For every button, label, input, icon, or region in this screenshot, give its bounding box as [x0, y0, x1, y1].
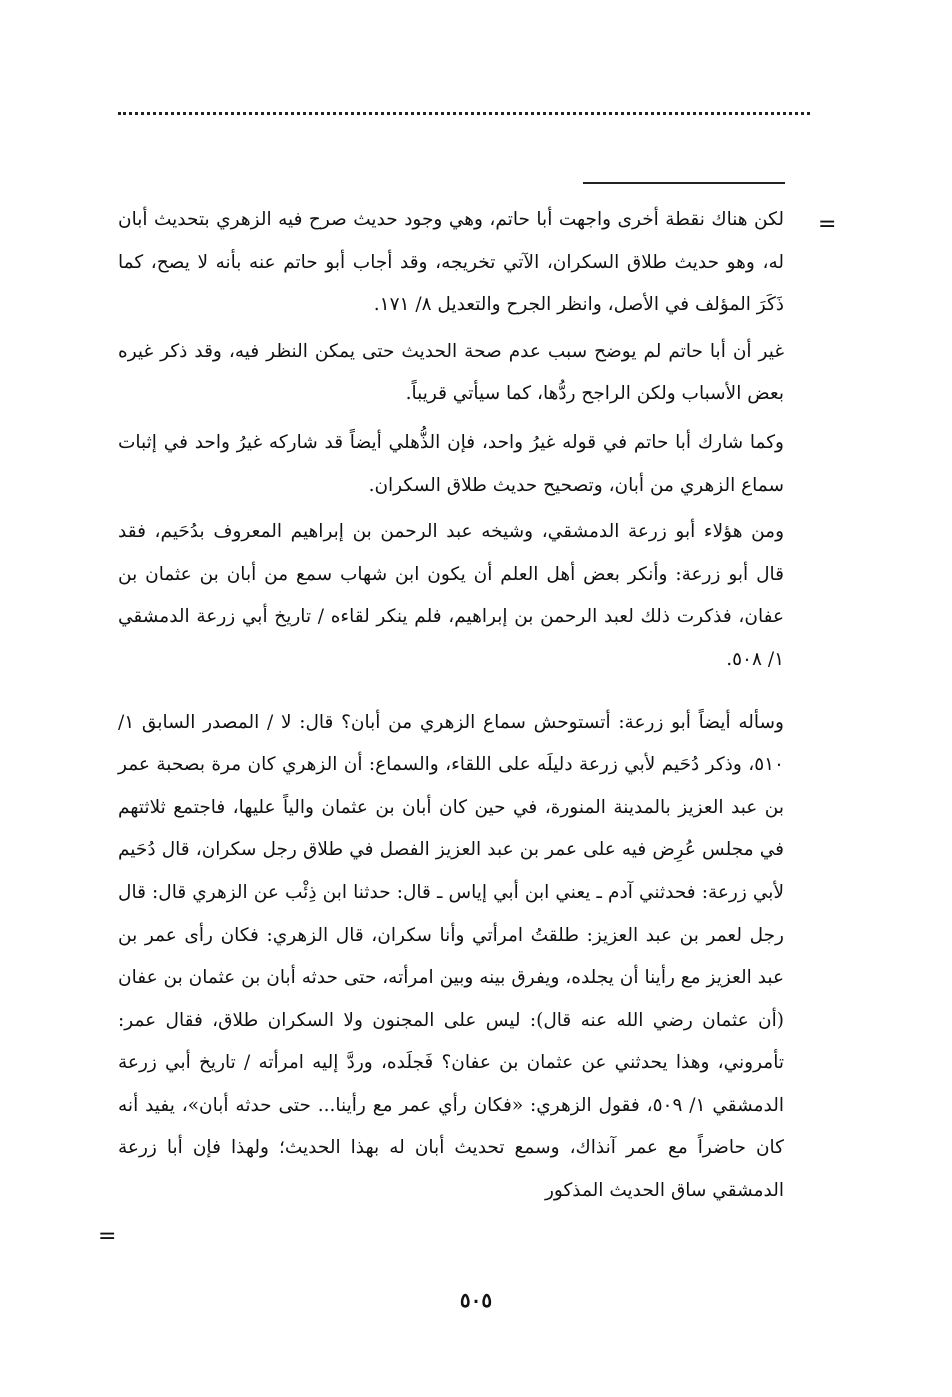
footnote-text — [118, 199, 784, 1213]
continuation-mark-start: = — [818, 212, 837, 237]
continuation-mark-end: = — [98, 1224, 117, 1249]
footnote-paragraph: ومن هؤلاء أبو زرعة الدمشقي، وشيخه عبد الرحمن بن إبراهيم المعروف بدُحَيم، فقد قال أبو زرعة: وأنكر بعض أهل العلم أن يكون ابن شهاب سمع من أبان بن عثمان بن عفان، فذكرت ذلك لعبد الرحمن بن إبراهيم، فلم ينكر لقاءه / تاريخ أبي زرعة الدمشقي ١/ ٥٠٨. — [118, 521, 784, 670]
page-number: ٥٠٥ — [459, 1288, 493, 1312]
footnote-rule — [583, 182, 785, 184]
footnote-paragraph: وكما شارك أبا حاتم في قوله غيرُ واحد، فإن الذُّهلي أيضاً قد شاركه غيرُ واحد في إثبات سماع الزهري من أبان، وتصحيح حديث طلاق السكران. — [118, 431, 784, 496]
footnote-paragraph: لكن هناك نقطة أخرى واجهت أبا حاتم، وهي وجود حديث صرح فيه الزهري بتحديث أبان له، وهو حديث طلاق السكران، الآتي تخريجه، وقد أجاب أبو حاتم عنه بأنه لا يصح، كما ذَكَرَ المؤلف في الأصل، وانظر الجرح والتعديل ٨/ ١٧١. — [118, 209, 784, 316]
footnote-paragraph: غير أن أبا حاتم لم يوضح سبب عدم صحة الحديث حتى يمكن النظر فيه، وقد ذكر غيره بعض الأسباب ولكن الراجح ردُّها، كما سيأتي قريباً. — [118, 340, 784, 405]
footnote-paragraph: وسأله أيضاً أبو زرعة: أتستوحش سماع الزهري من أبان؟ قال: لا / المصدر السابق ١/ ٥١٠، وذكر دُحَيم لأبي زرعة دليلَه على اللقاء، والسماع: أن الزهري كان مرة بصحبة عمر بن عبد العزيز بالمدينة المنورة، في حين كان أبان بن عثمان والياً عليها، فاجتمع ثلاثتهم في مجلس عُرِض فيه على عمر بن عبد العزيز الفصل في طلاق رجل سكران، قال دُحَيم لأبي زرعة: فحدثني آدم ـ يعني ابن أبي إياس ـ قال: حدثنا ابن ذِئْب عن الزهري قال: قال رجل لعمر بن عبد العزيز: طلقتُ امرأتي وأنا سكران، قال الزهري: فكان رأى عمر بن عبد العزيز مع رأينا أن يجلده، ويفرق بينه وبين امرأته، حتى حدثه أبان بن عثمان بن عفان (أن عثمان رضي الله عنه قال): ليس على المجنون ولا السكران طلاق، فقال عمر: تأمروني، وهذا يحدثني عن عثمان بن عفان؟ فَجلَده، وردَّ إليه امرأته / تاريخ أبي زرعة الدمشقي ١/ ٥٠٩، فقول الزهري: «فكان رأي عمر مع رأينا... حتى حدثه أبان»، يفيد أنه كان حاضراً مع عمر آنذاك، وسمع تحديث أبان له بهذا الحديث؛ ولهذا فإن أبا زرعة الدمشقي ساق الحديث المذكور — [118, 711, 785, 1202]
dotted-separator — [118, 112, 810, 115]
